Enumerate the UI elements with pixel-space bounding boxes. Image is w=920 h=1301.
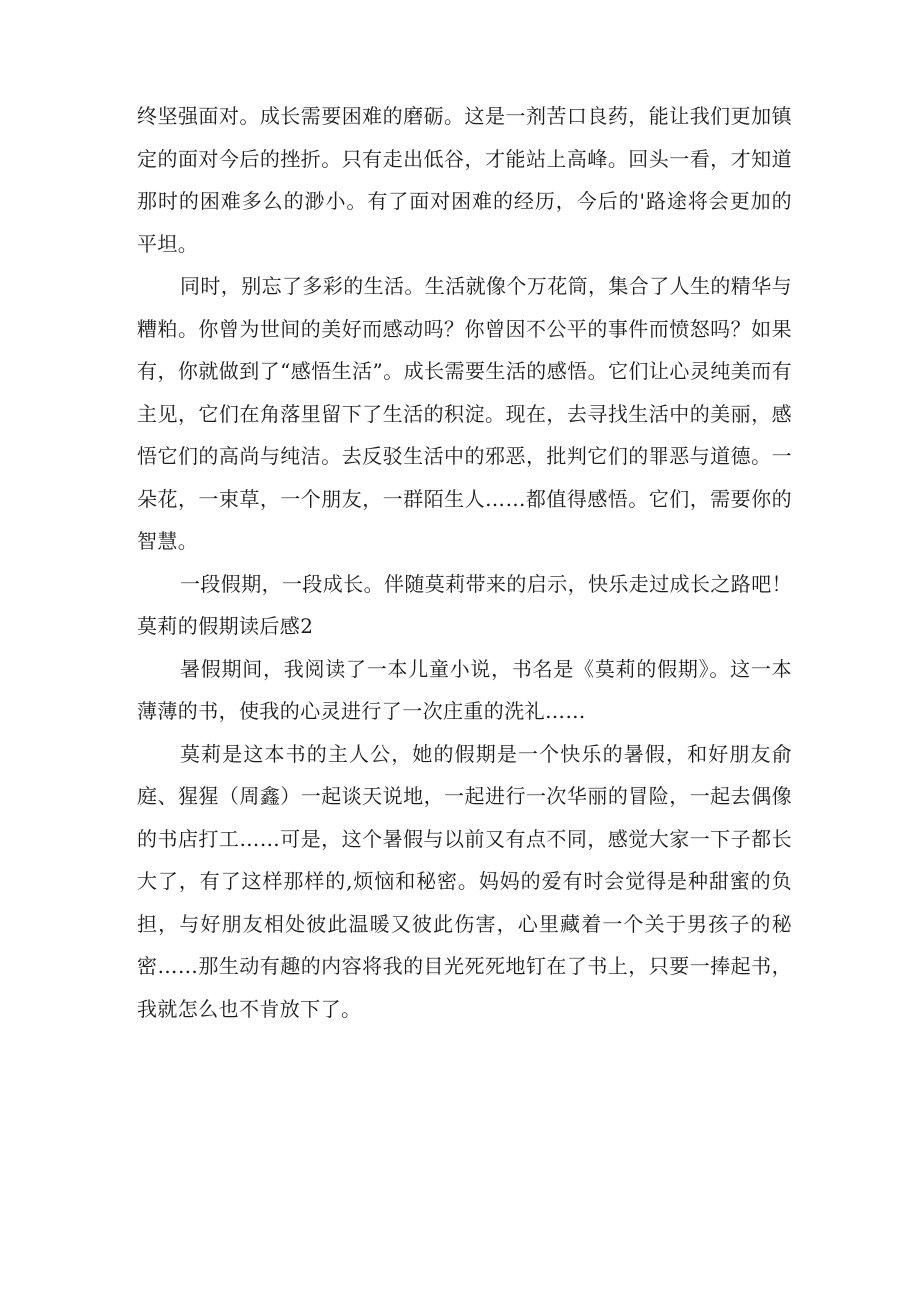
paragraph-1: 终坚强面对。成长需要困难的磨砺。这是一剂苦口良药，能让我们更加镇定的面对今后的挫折。只有走出低谷，才能站上高峰。回头一看，才知道那时的困难多么的渺小。有了面对困难的经历，今后的'路途将会更加的平坦。 <box>137 104 792 256</box>
paragraph-3: 一段假期，一段成长。伴随莫莉带来的启示，快乐走过成长之路吧！ <box>180 571 792 596</box>
paragraph-5: 莫莉是这本书的主人公，她的假期是一个快乐的暑假，和好朋友俞庭、猩猩（周鑫）一起谈天说地，一起进行一次华丽的冒险，一起去偶像的书店打工……可是，这个暑假与以前又有点不同，感觉大家一下子都长大了，有了这样那样的,烦恼和秘密。妈妈的爱有时会觉得是种甜蜜的负担，与好朋友相处彼此温暖又彼此伤害，心里藏着一个关于男孩子的秘密……那生动有趣的内容将我的目光死死地钉在了书上，只要一捧起书，我就怎么也不肯放下了。 <box>137 741 792 1021</box>
paragraph-4: 暑假期间，我阅读了一本儿童小说，书名是《莫莉的假期》。这一本薄薄的书，使我的心灵进行了一次庄重的洗礼…… <box>137 656 792 723</box>
section-heading: 莫莉的假期读后感2 <box>137 614 314 638</box>
paragraph-2: 同时，别忘了多彩的生活。生活就像个万花筒，集合了人生的精华与糟粕。你曾为世间的美好而感动吗？你曾因不公平的事件而愤怒吗？如果有，你就做到了“感悟生活”。成长需要生活的感悟。它们让心灵纯美而有主见，它们在角落里留下了生活的积淀。现在，去寻找生活中的美丽，感悟它们的高尚与纯洁。去反驳生活中的邪恶，批判它们的罪恶与道德。一朵花，一束草，一个朋友，一群陌生人……都值得感悟。它们，需要你的智慧。 <box>137 274 792 553</box>
document-body <box>137 95 792 1030</box>
